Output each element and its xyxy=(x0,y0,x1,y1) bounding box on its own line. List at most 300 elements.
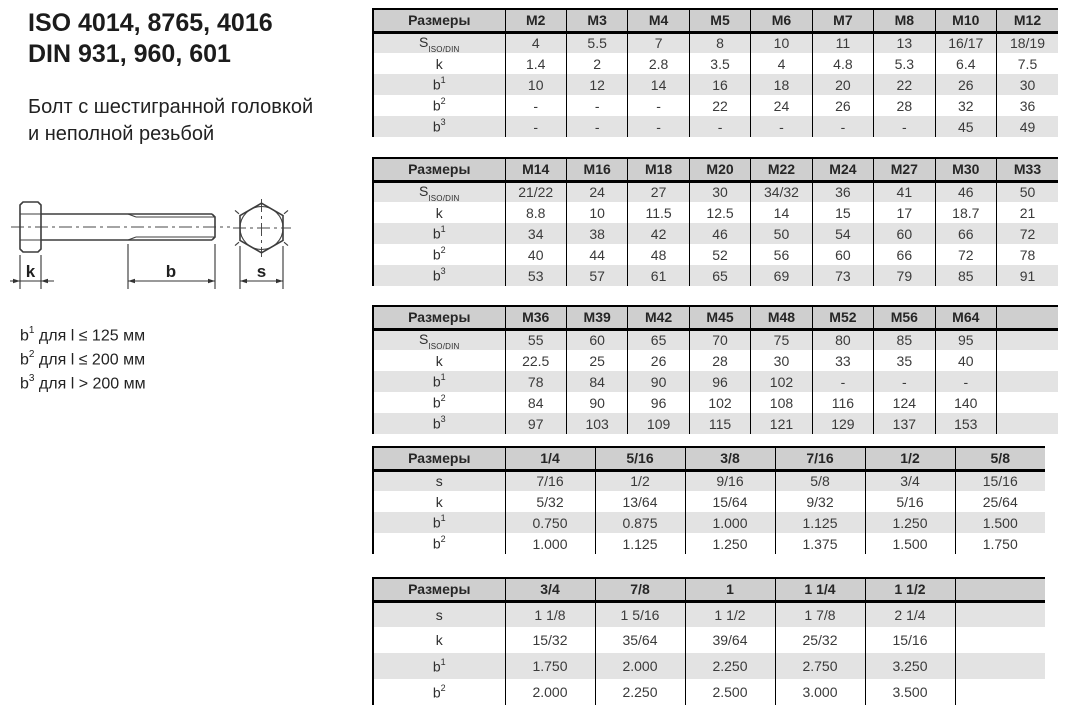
value-cell: 9/16 xyxy=(685,470,775,491)
size-column-header: M7 xyxy=(812,9,873,32)
size-column-header xyxy=(997,306,1059,329)
dimension-b xyxy=(128,244,215,289)
value-cell: 5/8 xyxy=(775,470,865,491)
value-cell: 8 xyxy=(689,32,750,53)
footnote-b2: $b^2$ для l ≤ 200 мм xyxy=(20,348,146,369)
value-cell: 3.5 xyxy=(689,53,750,74)
table-row xyxy=(373,679,1045,705)
row-label: s xyxy=(435,473,443,490)
value-cell: 91 xyxy=(997,265,1059,286)
value-cell: 39/64 xyxy=(685,627,775,653)
value-cell: 18/19 xyxy=(997,32,1059,53)
size-column-header: 7/8 xyxy=(595,578,685,601)
value-cell: 60 xyxy=(874,223,935,244)
dim-label-b: b xyxy=(165,262,177,281)
corner-tick-lr xyxy=(284,242,288,245)
table-row xyxy=(373,95,1058,116)
value-cell: 124 xyxy=(874,392,935,413)
value-cell: 2.250 xyxy=(685,653,775,679)
value-cell: 85 xyxy=(874,329,935,350)
value-cell: 108 xyxy=(751,392,812,413)
size-column-header: M48 xyxy=(751,306,812,329)
row-label: $b^2$ xyxy=(432,96,446,114)
row-label: $b^3$ xyxy=(432,414,446,432)
value-cell: 72 xyxy=(935,244,996,265)
value-cell xyxy=(955,627,1045,653)
value-cell: 60 xyxy=(566,329,627,350)
row-label-header: Размеры xyxy=(373,306,505,329)
value-cell: 1 1/8 xyxy=(505,601,595,627)
value-cell: 65 xyxy=(689,265,750,286)
size-column-header: M14 xyxy=(505,158,566,181)
value-cell: 96 xyxy=(628,392,689,413)
header-row xyxy=(373,9,1058,32)
value-cell: 102 xyxy=(751,371,812,392)
row-label: $S_{ISO/DIN}$ xyxy=(418,330,460,350)
value-cell: 66 xyxy=(874,244,935,265)
footnote-text: для l ≤ 200 мм xyxy=(34,351,146,369)
value-cell: - xyxy=(628,116,689,137)
value-cell: 34/32 xyxy=(751,181,812,202)
value-cell: 22.5 xyxy=(505,350,566,371)
row-label: $b^1$ xyxy=(432,656,446,675)
value-cell xyxy=(997,371,1059,392)
value-cell: 1.000 xyxy=(505,533,595,554)
value-cell xyxy=(997,413,1059,434)
value-cell: 140 xyxy=(935,392,996,413)
value-cell: 2.000 xyxy=(595,653,685,679)
value-cell: - xyxy=(874,116,935,137)
value-cell: 2 1/4 xyxy=(865,601,955,627)
value-cell: 38 xyxy=(566,223,627,244)
value-cell: 21 xyxy=(997,202,1059,223)
value-cell: 22 xyxy=(874,74,935,95)
value-cell: 7 xyxy=(628,32,689,53)
value-cell xyxy=(955,653,1045,679)
size-column-header: 5/16 xyxy=(595,447,685,470)
value-cell: - xyxy=(935,371,996,392)
value-cell: 48 xyxy=(628,244,689,265)
value-cell: 18.7 xyxy=(935,202,996,223)
size-column-header: M64 xyxy=(935,306,996,329)
dim-label-s: s xyxy=(256,262,267,281)
value-cell: 13 xyxy=(874,32,935,53)
value-cell: 57 xyxy=(566,265,627,286)
value-cell: 10 xyxy=(505,74,566,95)
value-cell: 6.4 xyxy=(935,53,996,74)
row-label: k xyxy=(435,632,443,648)
dimension-k xyxy=(10,255,54,289)
size-column-header: M39 xyxy=(566,306,627,329)
row-label: $b^1$ xyxy=(432,224,446,242)
value-cell: 73 xyxy=(812,265,873,286)
row-label: k xyxy=(435,204,443,221)
value-cell: 17 xyxy=(874,202,935,223)
value-cell: 1.750 xyxy=(955,533,1045,554)
value-cell: 15 xyxy=(812,202,873,223)
corner-tick-ur xyxy=(284,210,288,213)
value-cell: 12 xyxy=(566,74,627,95)
table-body xyxy=(373,470,1045,554)
size-column-header: 1 1/4 xyxy=(775,578,865,601)
table-row xyxy=(373,601,1045,627)
value-cell: 50 xyxy=(997,181,1059,202)
table-row xyxy=(373,350,1058,371)
value-cell: 3.000 xyxy=(775,679,865,705)
value-cell: 42 xyxy=(628,223,689,244)
row-label: $b^2$ xyxy=(432,682,446,701)
size-column-header: M30 xyxy=(935,158,996,181)
size-column-header: M27 xyxy=(874,158,935,181)
row-label: k xyxy=(435,493,443,510)
table-header xyxy=(373,306,1058,329)
value-cell: 103 xyxy=(566,413,627,434)
value-cell: 85 xyxy=(935,265,996,286)
footnote-symbol: b xyxy=(20,374,29,392)
value-cell: 4.8 xyxy=(812,53,873,74)
table-body xyxy=(373,601,1045,705)
value-cell xyxy=(997,350,1059,371)
value-cell: 1/2 xyxy=(595,470,685,491)
table-header xyxy=(373,9,1058,32)
header-row xyxy=(373,306,1058,329)
value-cell: 30 xyxy=(751,350,812,371)
value-cell: 53 xyxy=(505,265,566,286)
subtitle-line-2: и неполной резьбой xyxy=(28,123,215,145)
value-cell: 36 xyxy=(812,181,873,202)
value-cell: 54 xyxy=(812,223,873,244)
value-cell: 66 xyxy=(935,223,996,244)
value-cell: 1 7/8 xyxy=(775,601,865,627)
value-cell: - xyxy=(812,371,873,392)
value-cell: 14 xyxy=(751,202,812,223)
bolt-diagram xyxy=(8,188,338,313)
row-label: s xyxy=(435,606,443,623)
value-cell: 32 xyxy=(935,95,996,116)
value-cell: 1.000 xyxy=(685,512,775,533)
size-column-header: 3/8 xyxy=(685,447,775,470)
value-cell: 11 xyxy=(812,32,873,53)
footnote-text: для l ≤ 125 мм xyxy=(34,327,146,345)
value-cell: 5/16 xyxy=(865,491,955,512)
dimension-table-m2-m12 xyxy=(372,8,1058,137)
size-column-header: 5/8 xyxy=(955,447,1045,470)
table-row xyxy=(373,181,1058,202)
row-label-header: Размеры xyxy=(373,578,505,601)
row-label: k xyxy=(435,352,443,369)
value-cell: 2.000 xyxy=(505,679,595,705)
value-cell: 1.500 xyxy=(865,533,955,554)
value-cell: 26 xyxy=(812,95,873,116)
size-column-header: M6 xyxy=(751,9,812,32)
value-cell: - xyxy=(566,95,627,116)
value-cell xyxy=(997,392,1059,413)
value-cell: 28 xyxy=(689,350,750,371)
value-cell: 109 xyxy=(628,413,689,434)
value-cell: 25 xyxy=(566,350,627,371)
table-row xyxy=(373,202,1058,223)
table-row xyxy=(373,512,1045,533)
size-column-header: M3 xyxy=(566,9,627,32)
value-cell: 40 xyxy=(935,350,996,371)
size-column-header: M24 xyxy=(812,158,873,181)
dimension-table-inch-small xyxy=(372,446,1045,554)
bolt-side-view xyxy=(10,202,230,289)
row-label: k xyxy=(435,55,443,72)
table-header xyxy=(373,578,1045,601)
table-row xyxy=(373,627,1045,653)
value-cell: 24 xyxy=(751,95,812,116)
value-cell: 14 xyxy=(628,74,689,95)
value-cell: 35/64 xyxy=(595,627,685,653)
value-cell: 80 xyxy=(812,329,873,350)
value-cell: - xyxy=(812,116,873,137)
value-cell: 0.875 xyxy=(595,512,685,533)
title-iso: ISO 4014, 8765, 4016 xyxy=(28,9,273,37)
header-row xyxy=(373,158,1058,181)
value-cell: - xyxy=(505,95,566,116)
header-row xyxy=(373,578,1045,601)
row-label-header: Размеры xyxy=(373,447,505,470)
value-cell: 78 xyxy=(505,371,566,392)
dimension-table-m14-m33 xyxy=(372,157,1058,286)
corner-tick-ul xyxy=(235,210,239,213)
value-cell: 102 xyxy=(689,392,750,413)
table-row xyxy=(373,116,1058,137)
dimension-table-inch-large xyxy=(372,577,1045,705)
row-label: $S_{ISO/DIN}$ xyxy=(418,182,460,202)
corner-tick-ll xyxy=(235,242,239,245)
value-cell: 12.5 xyxy=(689,202,750,223)
value-cell: 40 xyxy=(505,244,566,265)
size-column-header: M16 xyxy=(566,158,627,181)
row-label: $b^1$ xyxy=(432,372,446,390)
row-label: $b^2$ xyxy=(432,245,446,263)
size-column-header: M36 xyxy=(505,306,566,329)
value-cell: - xyxy=(566,116,627,137)
subtitle-line-1: Болт с шестигранной головкой xyxy=(28,96,314,118)
value-cell: - xyxy=(505,116,566,137)
value-cell: 1 5/16 xyxy=(595,601,685,627)
table-row xyxy=(373,32,1058,53)
value-cell: 1 1/2 xyxy=(685,601,775,627)
size-column-header: M8 xyxy=(874,9,935,32)
page-subtitle xyxy=(28,94,313,148)
table-row xyxy=(373,533,1045,554)
value-cell: 36 xyxy=(997,95,1059,116)
value-cell: 44 xyxy=(566,244,627,265)
value-cell: 65 xyxy=(628,329,689,350)
value-cell: 24 xyxy=(566,181,627,202)
value-cell: 34 xyxy=(505,223,566,244)
value-cell: 3/4 xyxy=(865,470,955,491)
value-cell: 26 xyxy=(628,350,689,371)
value-cell: 95 xyxy=(935,329,996,350)
footnote-b3: $b^3$ для l > 200 мм xyxy=(20,372,146,392)
value-cell xyxy=(955,679,1045,705)
value-cell: 16 xyxy=(689,74,750,95)
value-cell: 8.8 xyxy=(505,202,566,223)
table-row xyxy=(373,470,1045,491)
value-cell: - xyxy=(689,116,750,137)
size-column-header: 1/4 xyxy=(505,447,595,470)
size-column-header: M2 xyxy=(505,9,566,32)
value-cell: 5/32 xyxy=(505,491,595,512)
value-cell: 56 xyxy=(751,244,812,265)
table-row xyxy=(373,244,1058,265)
value-cell: 11.5 xyxy=(628,202,689,223)
value-cell: 1.250 xyxy=(685,533,775,554)
value-cell: 46 xyxy=(935,181,996,202)
size-column-header: 3/4 xyxy=(505,578,595,601)
row-label: $b^1$ xyxy=(432,513,446,531)
size-column-header: M56 xyxy=(874,306,935,329)
value-cell: 5.5 xyxy=(566,32,627,53)
table-row xyxy=(373,74,1058,95)
size-column-header: 1 xyxy=(685,578,775,601)
value-cell: - xyxy=(874,371,935,392)
table-row xyxy=(373,371,1058,392)
value-cell: 52 xyxy=(689,244,750,265)
value-cell: 33 xyxy=(812,350,873,371)
value-cell: 46 xyxy=(689,223,750,244)
value-cell: 10 xyxy=(751,32,812,53)
table-row xyxy=(373,413,1058,434)
row-label: $b^1$ xyxy=(432,75,446,93)
value-cell: 1.125 xyxy=(595,533,685,554)
value-cell: 50 xyxy=(751,223,812,244)
value-cell: 15/64 xyxy=(685,491,775,512)
value-cell: 28 xyxy=(874,95,935,116)
value-cell: 84 xyxy=(566,371,627,392)
size-column-header: M10 xyxy=(935,9,996,32)
row-label: $b^2$ xyxy=(432,393,446,411)
value-cell: 2.500 xyxy=(685,679,775,705)
value-cell: 1.500 xyxy=(955,512,1045,533)
value-cell: 10 xyxy=(566,202,627,223)
value-cell: 15/16 xyxy=(955,470,1045,491)
value-cell: 27 xyxy=(628,181,689,202)
row-label: $b^3$ xyxy=(432,117,446,135)
size-column-header: M18 xyxy=(628,158,689,181)
value-cell: 1.4 xyxy=(505,53,566,74)
value-cell: 1.250 xyxy=(865,512,955,533)
value-cell: 26 xyxy=(935,74,996,95)
table-row xyxy=(373,53,1058,74)
value-cell: 97 xyxy=(505,413,566,434)
value-cell: - xyxy=(628,95,689,116)
value-cell xyxy=(997,329,1059,350)
value-cell: 1.125 xyxy=(775,512,865,533)
value-cell: 70 xyxy=(689,329,750,350)
value-cell: 15/16 xyxy=(865,627,955,653)
table-row xyxy=(373,653,1045,679)
value-cell: 61 xyxy=(628,265,689,286)
row-label: $S_{ISO/DIN}$ xyxy=(418,33,460,53)
table-row xyxy=(373,491,1045,512)
size-column-header: 1 1/2 xyxy=(865,578,955,601)
footnote-b1: $b^1$ для l ≤ 125 мм xyxy=(20,325,146,345)
value-cell: 30 xyxy=(997,74,1059,95)
value-cell: 153 xyxy=(935,413,996,434)
value-cell: 69 xyxy=(751,265,812,286)
footnote-text: для l > 200 мм xyxy=(34,374,146,392)
footnote-symbol: b xyxy=(20,351,29,369)
value-cell: 21/22 xyxy=(505,181,566,202)
value-cell: 5.3 xyxy=(874,53,935,74)
value-cell: 121 xyxy=(751,413,812,434)
value-cell: 137 xyxy=(874,413,935,434)
value-cell: 9/32 xyxy=(775,491,865,512)
value-cell: 90 xyxy=(566,392,627,413)
value-cell: 78 xyxy=(997,244,1059,265)
value-cell: 30 xyxy=(689,181,750,202)
value-cell: 20 xyxy=(812,74,873,95)
value-cell: 4 xyxy=(505,32,566,53)
value-cell: 115 xyxy=(689,413,750,434)
value-cell: 35 xyxy=(874,350,935,371)
value-cell: 2.750 xyxy=(775,653,865,679)
dimension-table-m36-m64 xyxy=(372,305,1058,434)
bolt-front-view xyxy=(233,199,291,289)
value-cell: 3.500 xyxy=(865,679,955,705)
value-cell: 13/64 xyxy=(595,491,685,512)
value-cell: 2 xyxy=(566,53,627,74)
header-row xyxy=(373,447,1045,470)
value-cell: 7/16 xyxy=(505,470,595,491)
table-row xyxy=(373,265,1058,286)
page-title xyxy=(28,8,273,70)
row-label-header: Размеры xyxy=(373,158,505,181)
value-cell: 15/32 xyxy=(505,627,595,653)
size-column-header: M52 xyxy=(812,306,873,329)
table-header xyxy=(373,158,1058,181)
size-column-header: M42 xyxy=(628,306,689,329)
value-cell: 1.750 xyxy=(505,653,595,679)
value-cell: 16/17 xyxy=(935,32,996,53)
table-body xyxy=(373,329,1058,434)
value-cell: 25/32 xyxy=(775,627,865,653)
row-label-header: Размеры xyxy=(373,9,505,32)
table-body xyxy=(373,32,1058,137)
value-cell: 55 xyxy=(505,329,566,350)
footnotes xyxy=(20,322,146,393)
value-cell: 3.250 xyxy=(865,653,955,679)
title-din: DIN 931, 960, 601 xyxy=(28,40,231,68)
value-cell: 60 xyxy=(812,244,873,265)
row-label: $b^2$ xyxy=(432,534,446,552)
table-header xyxy=(373,447,1045,470)
size-column-header: M12 xyxy=(997,9,1059,32)
bolt-diagram-svg xyxy=(8,188,338,313)
value-cell: 96 xyxy=(689,371,750,392)
size-column-header: M22 xyxy=(751,158,812,181)
value-cell: 18 xyxy=(751,74,812,95)
size-column-header: M45 xyxy=(689,306,750,329)
value-cell: 4 xyxy=(751,53,812,74)
value-cell xyxy=(955,601,1045,627)
value-cell: 90 xyxy=(628,371,689,392)
value-cell: 84 xyxy=(505,392,566,413)
value-cell: 45 xyxy=(935,116,996,137)
value-cell: 25/64 xyxy=(955,491,1045,512)
size-column-header: M4 xyxy=(628,9,689,32)
size-column-header: M5 xyxy=(689,9,750,32)
table-body xyxy=(373,181,1058,286)
size-column-header: 1/2 xyxy=(865,447,955,470)
row-label: $b^3$ xyxy=(432,266,446,284)
size-column-header xyxy=(955,578,1045,601)
